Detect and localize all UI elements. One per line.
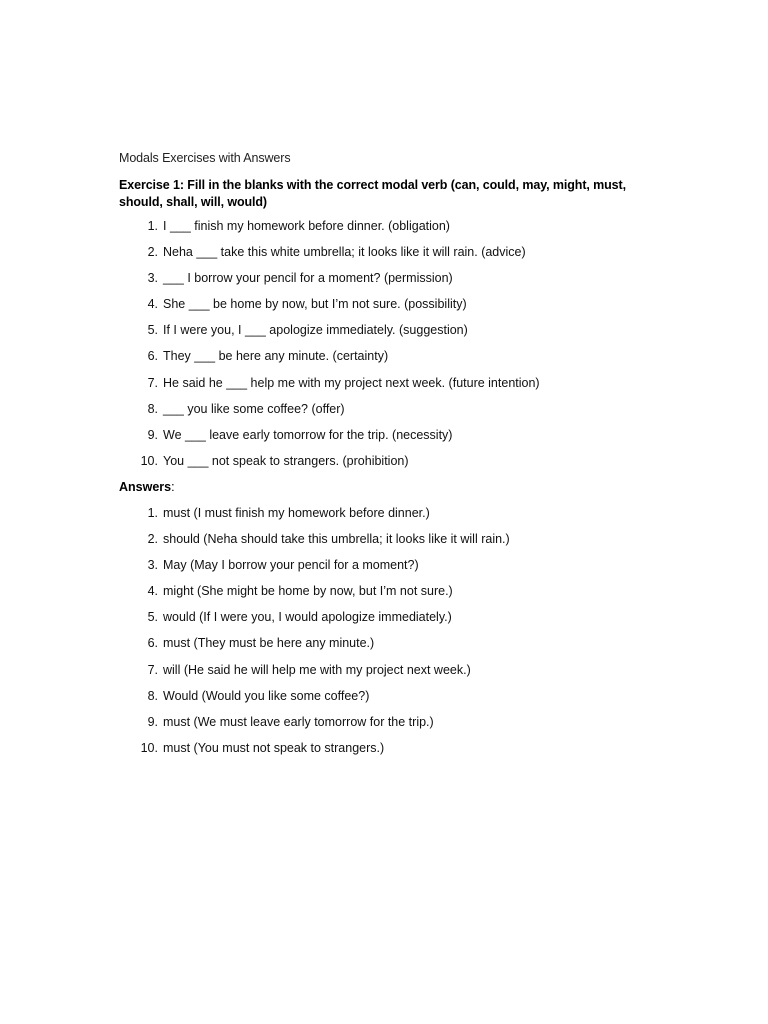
- answer-number: 10.: [140, 740, 158, 755]
- answers-heading: [119, 480, 175, 494]
- question-number: 9.: [147, 427, 158, 442]
- question-number: 4.: [147, 297, 158, 312]
- question-text: We ___ leave early tomorrow for the trip. (necessity): [163, 427, 453, 442]
- question-number: 2.: [147, 245, 158, 260]
- question-text: ___ you like some coffee? (offer): [163, 401, 345, 416]
- answer-text: Would (Would you like some coffee?): [163, 688, 370, 703]
- answer-text: must (You must not speak to strangers.): [163, 740, 385, 755]
- answer-number: 9.: [147, 714, 158, 729]
- question-number: 5.: [147, 323, 158, 338]
- question-number: 8.: [147, 401, 158, 416]
- answer-text: must (We must leave early tomorrow for the trip.): [163, 714, 434, 729]
- answer-number: 4.: [147, 584, 158, 599]
- answer-text: May (May I borrow your pencil for a moment?): [163, 558, 419, 573]
- question-text: She ___ be home by now, but I’m not sure. (possibility): [163, 297, 467, 312]
- answer-text: would (If I were you, I would apologize immediately.): [163, 610, 452, 625]
- answer-number: 3.: [147, 558, 158, 573]
- exercise-heading: Exercise 1: Fill in the blanks with the correct modal verb (can, could, may, might, must, should, shall, will, would): [119, 178, 626, 209]
- answer-text: will (He said he will help me with my project next week.): [163, 662, 471, 677]
- answer-text: might (She might be home by now, but I’m not sure.): [163, 584, 453, 599]
- question-number: 10.: [140, 453, 158, 468]
- question-number: 7.: [147, 375, 158, 390]
- question-number: 1.: [147, 219, 158, 233]
- answer-text: should (Neha should take this umbrella; it looks like it will rain.): [163, 532, 510, 547]
- answer-number: 5.: [147, 610, 158, 625]
- answer-number: 1.: [147, 506, 158, 520]
- answer-number: 8.: [147, 688, 158, 703]
- question-text: He said he ___ help me with my project next week. (future intention): [163, 375, 540, 390]
- question-number: 6.: [147, 349, 158, 364]
- answer-text: must (They must be here any minute.): [163, 636, 375, 651]
- answer-number: 7.: [147, 662, 158, 677]
- answer-number: 6.: [147, 636, 158, 651]
- question-text: They ___ be here any minute. (certainty): [163, 349, 389, 364]
- answer-text: must (I must finish my homework before dinner.): [163, 506, 430, 520]
- question-text: I ___ finish my homework before dinner. (obligation): [163, 219, 450, 233]
- question-number: 3.: [147, 271, 158, 286]
- question-text: ___ I borrow your pencil for a moment? (permission): [163, 271, 453, 286]
- question-text: You ___ not speak to strangers. (prohibition): [163, 453, 409, 468]
- question-text: If I were you, I ___ apologize immediately. (suggestion): [163, 323, 468, 338]
- question-text: Neha ___ take this white umbrella; it looks like it will rain. (advice): [163, 245, 526, 260]
- answers-heading-colon: :: [171, 480, 175, 494]
- answers-heading-label: Answers: [119, 480, 172, 494]
- answer-number: 2.: [147, 532, 158, 547]
- document-title: Modals Exercises with Answers: [119, 151, 291, 165]
